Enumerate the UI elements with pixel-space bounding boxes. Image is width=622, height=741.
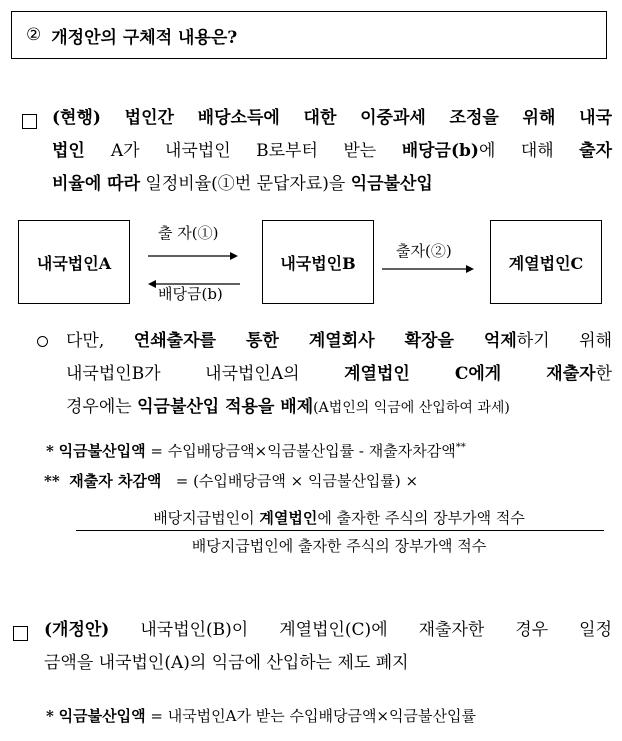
- fraction-bar: [76, 530, 604, 531]
- proviso-line-2: 내국법인B가 내국법인A의 계열법인 C에게 재출자한: [66, 364, 612, 384]
- invest-2-label: 출자(②): [396, 242, 452, 260]
- revised-line-1: (개정안) 내국법인(B)이 계열법인(C)에 재출자한 경우 일정: [44, 620, 612, 640]
- entity-c-label: 계열법인C: [508, 253, 584, 273]
- fraction-numerator: 배당지급법인이 계열법인에 출자한 주식의 장부가액 적수: [153, 509, 525, 527]
- current-line-1: (현행) 법인간 배당소득에 대한 이중과세 조정을 위해 내국: [52, 108, 612, 128]
- section-number: ②: [26, 25, 42, 45]
- arrow-a-to-b-icon: [148, 252, 238, 260]
- dividend-label: 배당금(b): [158, 285, 223, 303]
- checkbox-square-icon: [13, 626, 28, 641]
- formula-reinvestment-deduction: ** 재출자 차감액 = (수입배당금액 × 익금불산입률) ×: [44, 472, 419, 490]
- arrow-b-to-a-icon: [148, 280, 240, 288]
- current-line-3: 비율에 따라 일정비율(①번 문답자료)을 익금불산입: [52, 174, 433, 194]
- invest-1-label: 출 자(①): [158, 224, 219, 242]
- formula-exclusion-amount: * 익금불산입액 = 수입배당금액×익금불산입률 - 재출자차감액**: [46, 442, 466, 460]
- formula-revised-exclusion: * 익금불산입액 = 내국법인A가 받는 수입배당금액×익금불산입률: [46, 707, 476, 725]
- revised-line-2: 금액을 내국법인(A)의 익금에 산입하는 제도 폐지: [44, 653, 409, 673]
- checkbox-revised: [13, 625, 28, 644]
- entity-a-label: 내국법인A: [36, 253, 112, 273]
- revised-paragraph: [44, 614, 612, 680]
- entity-b-label: 내국법인B: [280, 253, 356, 273]
- proviso-line-3: 경우에는 익금불산입 적용을 배제(A법인의 익금에 산입하여 과세): [66, 397, 510, 417]
- bullet-circle-icon: [37, 336, 48, 347]
- current-line-2: 법인 A가 내국법인 B로부터 받는 배당금(b)에 대해 출자: [52, 141, 612, 161]
- fraction-denominator: 배당지급법인에 출자한 주식의 장부가액 적수: [191, 537, 487, 555]
- proviso-line-1: 다만, 연쇄출자를 통한 계열회사 확장을 억제하기 위해: [66, 331, 612, 351]
- arrow-b-to-c-icon: [382, 265, 474, 273]
- proviso-paragraph: [66, 325, 612, 425]
- section-title-text: 개정안의 구체적 내용은?: [51, 27, 238, 48]
